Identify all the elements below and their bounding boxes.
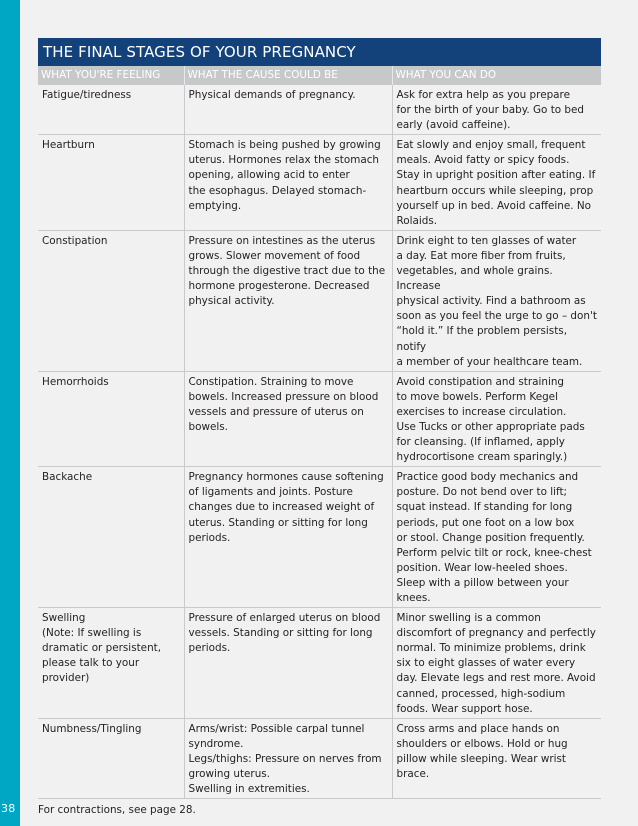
page-title: THE FINAL STAGES OF YOUR PREGNANCY — [38, 38, 601, 66]
cell-text-line: Sleep with a pillow between your — [396, 576, 569, 589]
cell-text-line: Practice good body mechanics and — [396, 471, 579, 484]
side-accent-bar — [0, 0, 20, 826]
cell-text-line: a member of your healthcare team. — [396, 355, 583, 368]
table-row — [38, 135, 601, 231]
table-row — [38, 718, 601, 798]
cell-text-line: vegetables, and whole grains. Increase — [396, 265, 553, 293]
cell-text-line: vessels and pressure of uterus on — [188, 405, 364, 418]
cell-text-line: Stay in upright position after eating. If — [396, 169, 596, 182]
cell-text-line: bowels. Increased pressure on blood — [188, 390, 379, 403]
cell-text-line: heartburn occurs while sleeping, prop — [396, 184, 594, 197]
footnote: For contractions, see page 28. — [38, 804, 196, 817]
cell-text-line: Numbness/Tingling — [42, 722, 142, 735]
cell-text-line: dramatic or persistent, — [42, 642, 162, 655]
cell-text-line: for cleansing. (If inflamed, apply — [396, 436, 565, 449]
cell-cause — [184, 371, 392, 467]
cell-text-line: please talk to your — [42, 657, 140, 670]
cell-cause — [184, 467, 392, 608]
cell-text-line: Constipation — [42, 234, 108, 247]
cell-text-line: position. Wear low-heeled shoes. — [396, 561, 568, 574]
cell-text-line: hydrocortisone cream sparingly.) — [396, 451, 568, 464]
cell-action — [392, 371, 601, 467]
cell-cause — [184, 608, 392, 719]
cell-cause — [184, 85, 392, 135]
cell-text-line: hormone progesterone. Decreased — [188, 280, 370, 293]
cell-text-line: Use Tucks or other appropriate pads — [396, 420, 585, 433]
cell-text-line: exercises to increase circulation. — [396, 405, 567, 418]
cell-text-line: yourself up in bed. Avoid caffeine. No — [396, 199, 591, 212]
cell-feeling — [38, 608, 184, 719]
cell-text-line: Fatigue/tiredness — [42, 89, 132, 101]
cell-text-line: Swelling — [42, 612, 86, 625]
cell-text-line: uterus. Hormones relax the stomach — [188, 154, 379, 167]
cell-action — [392, 135, 601, 231]
cell-text-line: a day. Eat more fiber from fruits, — [396, 249, 566, 262]
cell-action — [392, 85, 601, 135]
cell-text-line: emptying. — [188, 199, 242, 212]
cell-text-line: Legs/thighs: Pressure on nerves from — [188, 752, 382, 765]
cell-feeling — [38, 85, 184, 135]
cell-text-line: of ligaments and joints. Posture — [188, 486, 353, 499]
cell-text-line: the esophagus. Delayed stomach- — [188, 184, 367, 197]
cell-text-line: uterus. Standing or sitting for long — [188, 516, 368, 529]
table-body — [38, 85, 601, 799]
cell-text-line: foods. Wear support hose. — [396, 702, 533, 715]
cell-text-line: provider) — [42, 672, 90, 685]
cell-text-line: vessels. Standing or sitting for long — [188, 627, 373, 640]
cell-text-line: Physical demands of pregnancy. — [188, 89, 356, 101]
cell-text-line: Arms/wrist: Possible carpal tunnel — [188, 722, 365, 735]
symptoms-table — [38, 66, 601, 799]
cell-text-line: brace. — [396, 768, 430, 781]
cell-text-line: Pressure of enlarged uterus on blood — [188, 612, 381, 625]
cell-text-line: soon as you feel the urge to go – don't — [396, 310, 597, 323]
cell-text-line: Perform pelvic tilt or rock, knee-chest — [396, 546, 592, 559]
cell-text-line: Swelling in extremities. — [188, 783, 310, 796]
cell-text-line: squat instead. If standing for long — [396, 501, 573, 514]
cell-text-line: early (avoid caffeine). — [396, 119, 511, 132]
cell-text-line: Cross arms and place hands on — [396, 722, 560, 735]
cell-text-line: Hemorrhoids — [42, 375, 109, 388]
cell-text-line: periods, put one foot on a low box — [396, 516, 575, 529]
cell-feeling — [38, 371, 184, 467]
cell-text-line: (Note: If swelling is — [42, 627, 142, 640]
cell-text-line: Drink eight to ten glasses of water — [396, 234, 577, 247]
cell-text-line: growing uterus. — [188, 768, 270, 781]
cell-text-line: Eat slowly and enjoy small, frequent — [396, 139, 586, 152]
cell-action — [392, 718, 601, 798]
cell-text-line: bowels. — [188, 420, 228, 433]
cell-text-line: opening, allowing acid to enter — [188, 169, 350, 182]
cell-text-line: Minor swelling is a common — [396, 612, 541, 625]
cell-text-line: shoulders or elbows. Hold or hug — [396, 737, 568, 750]
cell-text-line: Pregnancy hormones cause softening — [188, 471, 384, 484]
cell-text-line: Constipation. Straining to move — [188, 375, 354, 388]
cell-text-line: Ask for extra help as you prepare — [396, 89, 570, 101]
cell-text-line: posture. Do not bend over to lift; — [396, 486, 568, 499]
main-content — [38, 38, 601, 816]
cell-action — [392, 230, 601, 371]
cell-text-line: syndrome. — [188, 737, 244, 750]
cell-text-line: canned, processed, high-sodium — [396, 687, 566, 700]
cell-text-line: knees. — [396, 592, 431, 604]
cell-text-line: normal. To minimize problems, drink — [396, 642, 586, 655]
table-row — [38, 371, 601, 467]
cell-text-line: changes due to increased weight of — [188, 501, 375, 514]
cell-action — [392, 608, 601, 719]
cell-cause — [184, 230, 392, 371]
cell-feeling — [38, 135, 184, 231]
cell-text-line: Avoid constipation and straining — [396, 375, 565, 388]
cell-feeling — [38, 230, 184, 371]
table-header-row — [38, 66, 601, 85]
cell-text-line: “hold it.” If the problem persists, notify — [396, 325, 568, 353]
cell-text-line: discomfort of pregnancy and perfectly — [396, 627, 596, 640]
cell-text-line: grows. Slower movement of food — [188, 249, 361, 262]
cell-text-line: to move bowels. Perform Kegel — [396, 390, 558, 403]
cell-text-line: meals. Avoid fatty or spicy foods. — [396, 154, 570, 167]
cell-text-line: Backache — [42, 471, 93, 484]
table-row — [38, 608, 601, 719]
cell-text-line: periods. — [188, 531, 231, 544]
column-header-feeling: WHAT YOU'RE FEELING — [38, 66, 184, 85]
cell-text-line: Heartburn — [42, 139, 95, 152]
cell-feeling — [38, 718, 184, 798]
cell-text-line: day. Elevate legs and rest more. Avoid — [396, 672, 596, 685]
table-row — [38, 230, 601, 371]
cell-text-line: six to eight glasses of water every — [396, 657, 576, 670]
cell-text-line: through the digestive tract due to the — [188, 265, 386, 278]
cell-action — [392, 467, 601, 608]
cell-text-line: Pressure on intestines as the uterus — [188, 234, 376, 247]
cell-text-line: periods. — [188, 642, 231, 655]
cell-text-line: Rolaids. — [396, 214, 438, 227]
cell-text-line: Stomach is being pushed by growing — [188, 139, 381, 152]
page-number: 38 — [1, 802, 16, 815]
cell-text-line: pillow while sleeping. Wear wrist — [396, 752, 566, 765]
table-row — [38, 85, 601, 135]
cell-cause — [184, 135, 392, 231]
cell-text-line: or stool. Change position frequently. — [396, 531, 585, 544]
cell-cause — [184, 718, 392, 798]
cell-text-line: physical activity. — [188, 295, 275, 308]
column-header-cause: WHAT THE CAUSE COULD BE — [184, 66, 392, 85]
cell-text-line: for the birth of your baby. Go to bed — [396, 104, 585, 117]
table-row — [38, 467, 601, 608]
cell-feeling — [38, 467, 184, 608]
cell-text-line: physical activity. Find a bathroom as — [396, 295, 586, 308]
column-header-action: WHAT YOU CAN DO — [392, 66, 601, 85]
